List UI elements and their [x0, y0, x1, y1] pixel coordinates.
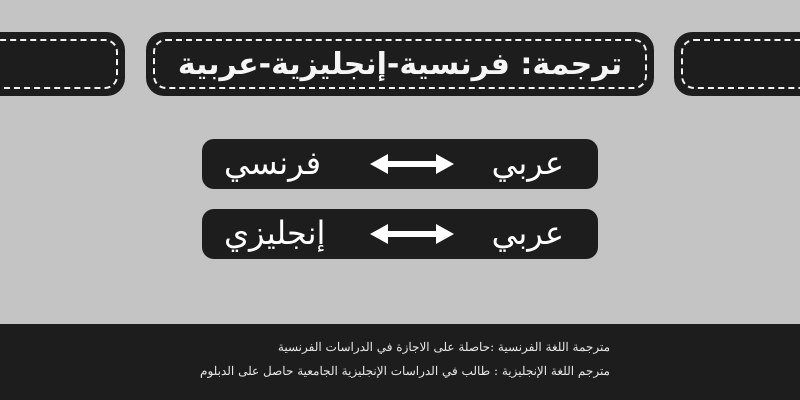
footer-english-translator-info: مترجم اللغة الإنجليزية : طالب في الدراسات الإنجليزية الجامعية حاصل على الدبلوم: [200, 364, 610, 378]
double-arrow-icon: [370, 153, 454, 175]
footer-french-translator-info: مترجمة اللغة الفرنسية :حاصلة على الاجازة في الدراسات الفرنسية: [277, 340, 610, 354]
stitched-banner-title: [146, 32, 654, 96]
target-language-label: إنجليزي: [224, 214, 326, 252]
target-language-label: فرنسي: [224, 144, 322, 182]
page-title: ترجمة: فرنسية-إنجليزية-عربية: [177, 46, 623, 82]
language-pair-arabic-french: [202, 139, 598, 189]
language-pair-arabic-english: [202, 209, 598, 259]
stitched-banner-right: [674, 32, 800, 96]
source-language-label: عربي: [491, 144, 564, 182]
stitch-border: [0, 39, 118, 89]
source-language-label: عربي: [491, 214, 564, 252]
footer-panel: [0, 324, 800, 400]
stitch-border: [681, 39, 800, 89]
double-arrow-icon: [370, 223, 454, 245]
stitched-banner-left: [0, 32, 125, 96]
